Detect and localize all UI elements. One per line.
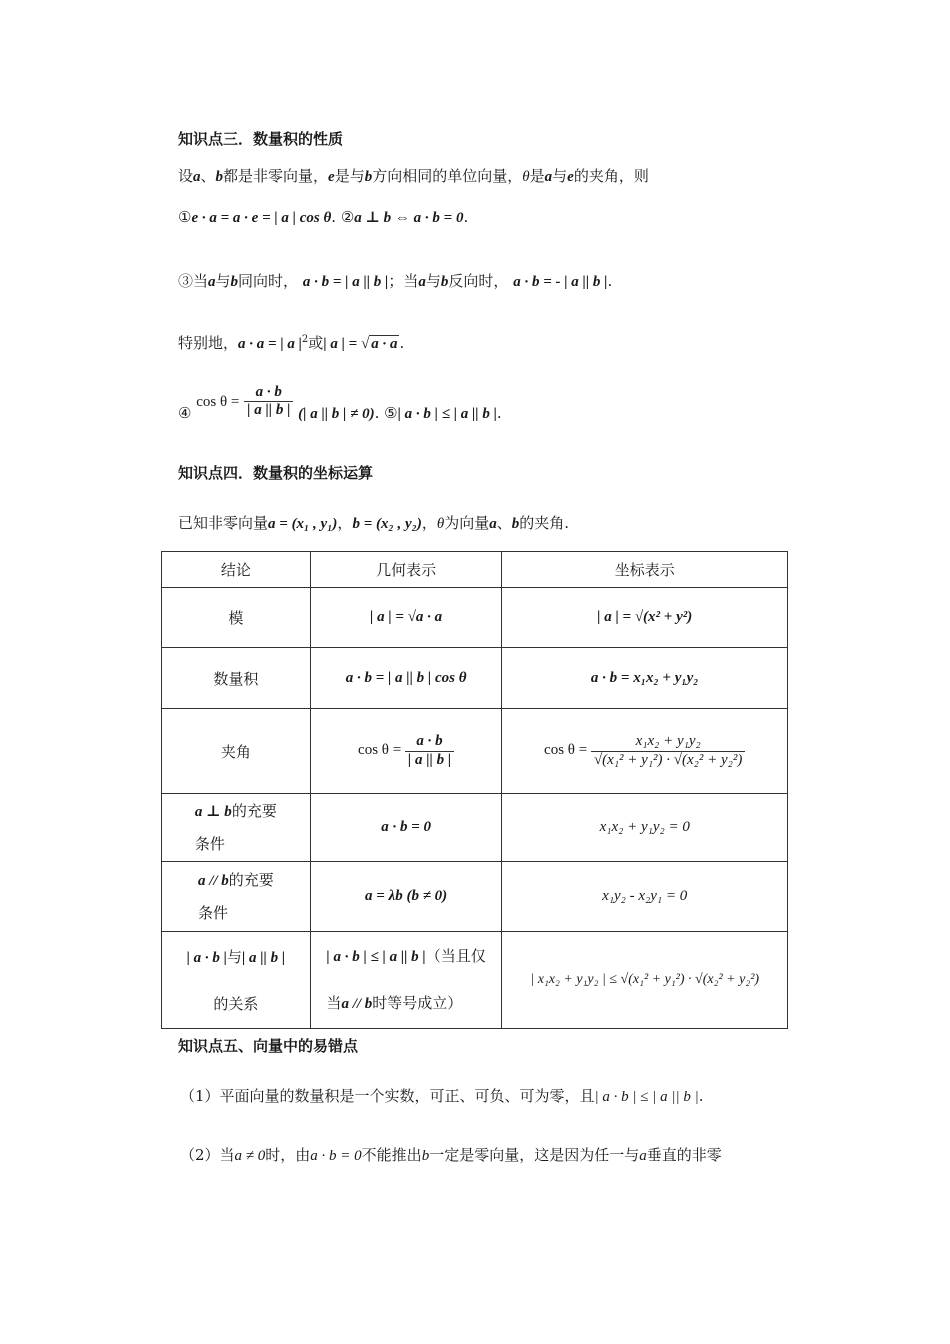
table-row (162, 588, 788, 648)
property-2-formula: a ⊥ b ⇔ a · b = 0 (354, 210, 464, 226)
row-geo: | a · b | ≤ | a || b |（当且仅 当a // b时等号成立） (310, 932, 502, 1029)
header-conclusion: 结论 (162, 552, 311, 588)
table-row (162, 862, 788, 932)
section5-title: 知识点五、向量中的易错点 (178, 1037, 359, 1055)
property-4-5: ④ cos θ = $\frac{a \cdot b}{| a || b |}$ (| a || b | ≠ 0). ⑤| a · b | ≤ | a || b |. (178, 384, 502, 422)
row-coord: | x₁x₂ + y₁y₂ | ≤ √(x₁² + y₁²) · √(x₂² + y₂²) (502, 932, 788, 1029)
row-label: | a · b |与| a || b | 的关系 (162, 932, 311, 1029)
row-geo: a · b = 0 (310, 794, 502, 862)
table-row (162, 648, 788, 709)
header-coordinate: 坐标表示 (502, 552, 788, 588)
row-label: 数量积 (162, 648, 311, 709)
cos-fraction: $\frac{a \cdot b}{| a || b |}$ (244, 384, 293, 420)
row-label: 夹角 (162, 709, 311, 794)
same-direction-formula: a · b = | a || b | (302, 274, 389, 290)
row-geo: a · b = | a || b | cos θ (310, 648, 502, 709)
special-case: 特别地，a · a = | a $|^2$或| a | = √ a · a . (178, 334, 405, 352)
section3-intro: 设a、b都是非零向量，e是与b方向相同的单位向量，θ是a与e的夹角，则 (178, 167, 649, 185)
property-1-2: ①e · a = a · e = | a | cos θ. ②a ⊥ b ⇔ a · b = 0. (178, 208, 469, 226)
row-geo: | a | = √a · a (310, 588, 502, 648)
header-geometric: 几何表示 (310, 552, 502, 588)
opposite-direction-formula: a · b = - | a || b | (513, 274, 608, 290)
row-coord: a · b = x₁x₂ + y₁y₂ (502, 648, 788, 709)
row-label: 模 (162, 588, 311, 648)
row-coord: x₁x₂ + y₁y₂ = 0 (502, 794, 788, 862)
row-coord: | a | = √(x² + y²) (502, 588, 788, 648)
table-row (162, 794, 788, 862)
property-3: ③当a与b同向时， a · b = | a || b |；当a与b反向时， a · b = - | a || b |. (178, 272, 613, 290)
pitfall-2: （2）当a ≠ 0时，由a · b = 0不能推出b一定是零向量，这是因为任一与a垂直的非零 (180, 1146, 722, 1164)
row-label: a ⊥ b的充要 条件 (162, 794, 311, 862)
row-label: a // b的充要 条件 (162, 862, 311, 932)
pitfall-1: （1）平面向量的数量积是一个实数，可正、可负、可为零，且| a · b | ≤ | a || b |. (180, 1087, 704, 1105)
property-1-formula: e · a = a · e = | a | cos θ (191, 210, 332, 226)
row-coord: cos θ = $\frac{\text{x₁x₂ + y₁y₂}}{\text{√(x₁² + y₁²) · √(x₂² + y₂²)}}$ (502, 709, 788, 794)
section3-title: 知识点三．数量积的性质 (178, 130, 344, 148)
row-geo: cos θ = $\frac{a \cdot b}{| a || b |}$ (310, 709, 502, 794)
table-header-row (162, 552, 788, 588)
table-row (162, 709, 788, 794)
section4-title: 知识点四．数量积的坐标运算 (178, 464, 374, 482)
section4-intro: 已知非零向量a = (x₁ , y₁)，b = (x₂ , y₂)，θ为向量a、b的夹角. (178, 514, 570, 532)
row-geo: a = λb (b ≠ 0) (310, 862, 502, 932)
row-coord: x₁y₂ - x₂y₁ = 0 (502, 862, 788, 932)
coordinate-table (161, 551, 788, 1029)
table-row (162, 932, 788, 1029)
